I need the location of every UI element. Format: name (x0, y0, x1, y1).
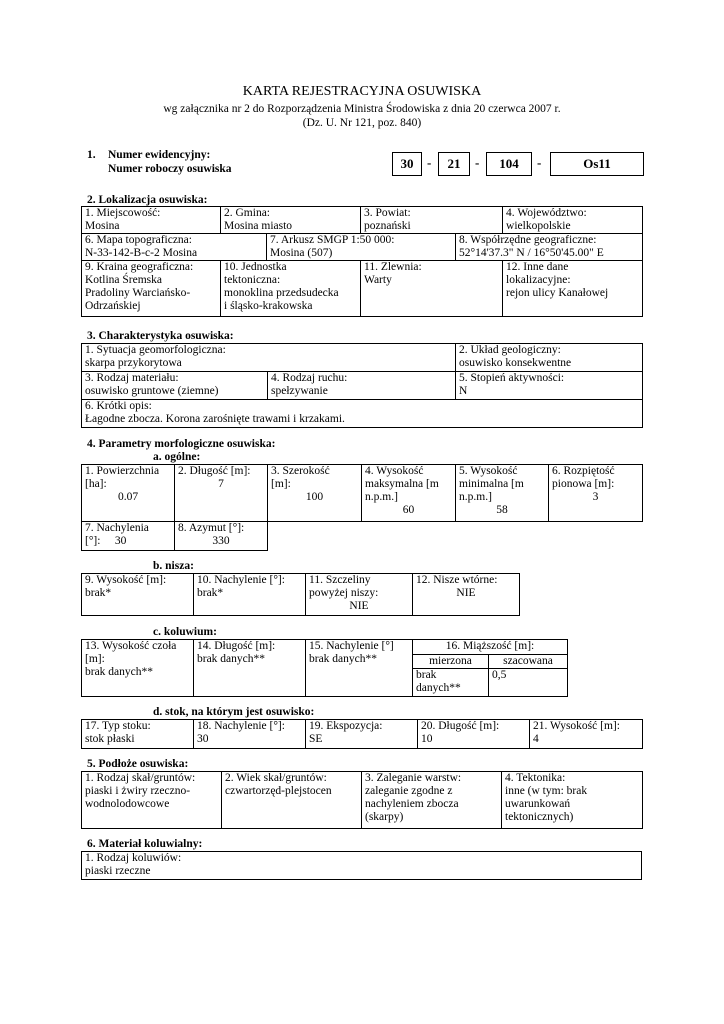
section-1-label-evid: Numer ewidencyjny: (108, 149, 211, 161)
cell-rodzaj-koluwiow: 1. Rodzaj koluwiów: piaski rzeczne (82, 852, 642, 880)
section-4a-heading: a. ogólne: (153, 451, 201, 463)
cell-nachylenie: 7. Nachylenia [°]: 30 (82, 522, 175, 551)
id-box-4: Os11 (550, 152, 644, 176)
cell-szczeliny: 11. Szczeliny powyżej niszy: NIE (306, 574, 413, 616)
cell-wys-min: 5. Wysokość minimalna [m n.p.m.] 58 (456, 465, 549, 522)
cell-dlugosc: 2. Długość [m]: 7 (175, 465, 268, 522)
section-4c-heading: c. koluwium: (153, 626, 217, 638)
cell-miejscowosc: 1. Miejscowość: Mosina (82, 207, 221, 234)
cell-rodzaj-skal: 1. Rodzaj skał/gruntów: piaski i żwiry rzeczno- wodnolodowcowe (82, 772, 222, 829)
cell-wys-max: 4. Wysokość maksymalna [m n.p.m.] 60 (362, 465, 456, 522)
id-box-1: 30 (392, 152, 422, 176)
section-4d-heading: d. stok, na którym jest osuwisko: (153, 706, 315, 718)
cell-gmina: 2. Gmina: Mosina miasto (221, 207, 361, 234)
cell-wiek-skal: 2. Wiek skał/gruntów: czwartorzęd-plejstocen (222, 772, 362, 829)
cell-stok-dlugosc: 20. Długość [m]: 10 (418, 720, 530, 749)
cell-typ-stoku: 17. Typ stoku: stok płaski (82, 720, 194, 749)
cell-rozpietosc: 6. Rozpiętość pionowa [m]: 3 (549, 465, 643, 522)
slope-table (81, 719, 643, 749)
colluvial-material-table (81, 851, 642, 880)
cell-opis: 6. Krótki opis: Łagodne zbocza. Korona zarośnięte trawami i krzakami. (82, 400, 643, 428)
section-6-heading: 6. Materiał koluwialny: (87, 838, 203, 850)
cell-zaleganie: 3. Zaleganie warstw: zaleganie zgodne z nachyleniem zbocza (skarpy) (362, 772, 502, 829)
section-2-heading: 2. Lokalizacja osuwiska: (87, 194, 208, 206)
cell-inne-dane: 12. Inne dane lokalizacyjne: rejon ulicy Kanałowej (503, 261, 643, 317)
cell-powierzchnia: 1. Powierzchnia [ha]: 0.07 (82, 465, 175, 522)
cell-nisza-nachylenie: 10. Nachylenie [°]: brak* (194, 574, 306, 616)
cell-azymut: 8. Azymut [°]: 330 (175, 522, 268, 551)
cell-jednostka: 10. Jednostka tektoniczna: monoklina przedsudecka i śląsko-krakowska (221, 261, 361, 317)
characteristics-table (81, 343, 643, 428)
niche-table (81, 573, 520, 616)
cell-wspolrzedne: 8. Współrzędne geograficzne: 52°14'37.3" N / 16°50'45.00" E (456, 234, 643, 261)
cell-mapa: 6. Mapa topograficzna: N-33-142-B-c-2 Mosina (82, 234, 267, 261)
cell-szerokosc: 3. Szerokość [m]: 100 (268, 465, 362, 522)
cell-ruch: 4. Rodzaj ruchu: spełzywanie (268, 372, 456, 400)
empty-cell (268, 522, 643, 551)
cell-stok-nachylenie: 18. Nachylenie [°]: 30 (194, 720, 306, 749)
cell-powiat: 3. Powiat: poznański (361, 207, 503, 234)
cell-kol-dlugosc: 14. Długość [m]: brak danych** (194, 640, 306, 697)
cell-mierzona-head: mierzona (413, 655, 489, 669)
section-5-heading: 5. Podłoże osuwiska: (87, 758, 189, 770)
document-subtitle: wg załącznika nr 2 do Rozporządzenia Ministra Środowiska z dnia 20 czerwca 2007 r. (163, 103, 561, 115)
localization-table (81, 206, 643, 317)
cell-sytuacja: 1. Sytuacja geomorfologiczna: skarpa przykorytowa (82, 344, 456, 372)
section-1-number: 1. (87, 149, 96, 161)
cell-nisze-wtorne: 12. Nisze wtórne: NIE (413, 574, 520, 616)
id-box-3: 104 (486, 152, 532, 176)
cell-arkusz: 7. Arkusz SMGP 1:50 000: Mosina (507) (267, 234, 456, 261)
general-params-table (81, 464, 643, 551)
cell-zlewnia: 11. Zlewnia: Warty (361, 261, 503, 317)
colluvium-table (81, 639, 568, 697)
cell-tektonika: 4. Tektonika: inne (w tym: brak uwarunkowań tektonicznych) (502, 772, 643, 829)
cell-nisza-wysokosc: 9. Wysokość [m]: brak* (82, 574, 194, 616)
section-3-heading: 3. Charakterystyka osuwiska: (87, 330, 234, 342)
cell-material: 3. Rodzaj materiału: osuwisko gruntowe (ziemne) (82, 372, 268, 400)
cell-kol-nachylenie: 15. Nachylenie [°] brak danych** (306, 640, 413, 697)
cell-stok-wysokosc: 21. Wysokość [m]: 4 (530, 720, 643, 749)
id-dash-1: - (427, 155, 432, 170)
cell-kraina: 9. Kraina geograficzna: Kotlina Śremska Pradoliny Warciańsko- Odrzańskiej (82, 261, 221, 317)
id-box-2: 21 (438, 152, 470, 176)
cell-ekspozycja: 19. Ekspozycja: SE (306, 720, 418, 749)
id-dash-3: - (537, 155, 542, 170)
cell-szacowana-val: 0,5 (489, 669, 568, 697)
cell-miazszosc: 16. Miąższość [m]: (413, 640, 568, 655)
cell-uklad: 2. Układ geologiczny: osuwisko konsekwentne (456, 344, 643, 372)
id-dash-2: - (475, 155, 480, 170)
cell-aktywnosc: 5. Stopień aktywności: N (456, 372, 643, 400)
cell-wojewodztwo: 4. Województwo: wielkopolskie (503, 207, 643, 234)
cell-mierzona-val: brak danych** (413, 669, 489, 697)
cell-szacowana-head: szacowana (489, 655, 568, 669)
substrate-table (81, 771, 643, 829)
cell-wys-czola: 13. Wysokość czoła [m]: brak danych** (82, 640, 194, 697)
section-4b-heading: b. nisza: (153, 560, 194, 572)
section-1-label-work: Numer roboczy osuwiska (108, 163, 232, 175)
document-reference: (Dz. U. Nr 121, poz. 840) (302, 117, 422, 129)
document-title: KARTA REJESTRACYJNA OSUWISKA (242, 84, 482, 99)
section-4-heading: 4. Parametry morfologiczne osuwiska: (87, 438, 276, 450)
